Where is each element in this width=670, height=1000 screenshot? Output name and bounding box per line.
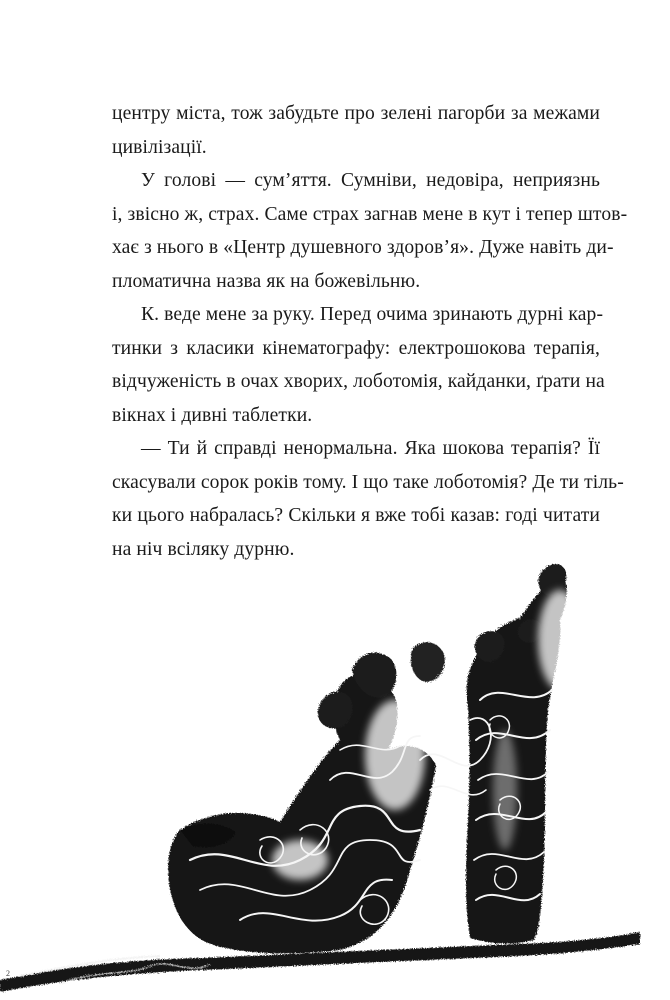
text-line: — Ти й справді ненормальна. Яка шокова терапія? Її <box>141 438 600 459</box>
text-line: і, звісно ж, страх. Саме страх загнав мене в кут і тепер штов- <box>112 203 628 225</box>
text-line: вікнах і дивні таблетки. <box>112 404 313 426</box>
paragraph-2 <box>112 164 628 298</box>
text-line: цивілізації. <box>112 136 207 158</box>
text-line: хає з нього в «Центр душевного здоров’я». Дуже навіть ди- <box>112 237 614 258</box>
text-line: тинки з класики кінематографу: електрошокова терапія, <box>112 337 600 359</box>
text-line: відчуженість в очах хворих, лоботомія, кайданки, ґрати на <box>112 371 605 392</box>
body-text <box>112 97 628 566</box>
bound-hands-illustration-icon <box>0 540 670 1000</box>
text-line: ки цього набралась? Скільки я вже тобі казав: годі читати <box>112 505 600 526</box>
text-line: скасували сорок років тому. І що таке лоботомія? Де ти тіль- <box>112 471 624 493</box>
text-line: У голові — сум’яття. Сумніви, недовіра, неприязнь <box>141 170 600 191</box>
text-line: на ніч всіляку дурню. <box>112 538 295 560</box>
paragraph-3 <box>112 298 605 432</box>
text-line: центру міста, тож забудьте про зелені пагорби за межами <box>112 103 600 124</box>
text-line: пломатична назва як на божевільню. <box>112 270 421 292</box>
paragraph-1 <box>112 97 600 164</box>
page-number: 2 <box>6 969 10 978</box>
text-line: К. веде мене за руку. Перед очима зринають дурні кар- <box>141 304 604 325</box>
